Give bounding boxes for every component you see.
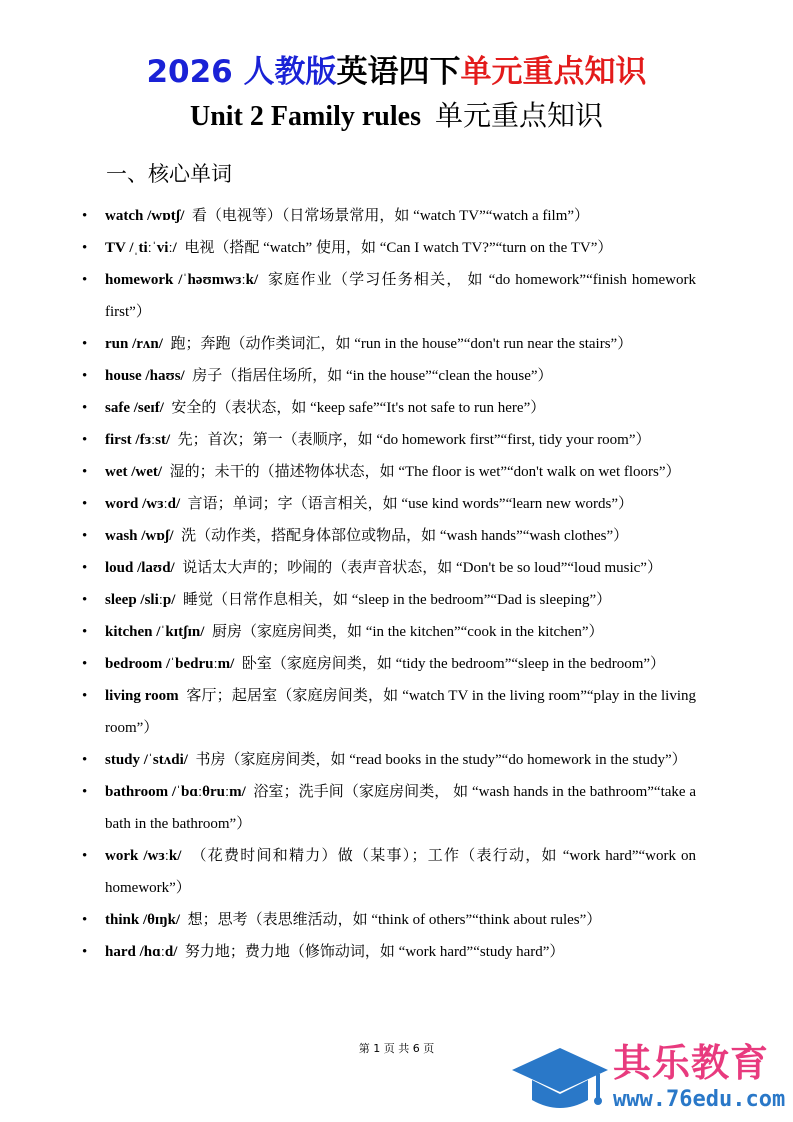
vocab-word: house /haʊs/ (105, 368, 185, 384)
vocab-item (76, 424, 696, 456)
section-heading: 一、核心单词 (106, 162, 232, 186)
vocab-item (76, 584, 696, 616)
title-part-subject: 英语四下 (336, 54, 461, 90)
vocab-item (76, 904, 696, 936)
vocab-item (76, 360, 696, 392)
vocab-word: loud /laʊd/ (105, 560, 175, 576)
vocab-desc: 卧室（家庭房间类，如 “tidy the bedroom”“sleep in the bedroom”） (241, 656, 666, 672)
vocab-desc: 浴室；洗手间（家庭房间类， 如 “wash hands in the bathroom”“take a bath in the bathroom”） (105, 784, 697, 832)
vocab-desc: 客厅；起居室（家庭房间类，如 “watch TV in the living room”“play in the living room”） (105, 688, 697, 736)
vocab-list (76, 200, 696, 968)
unit-title-en: Unit 2 Family rules (189, 101, 421, 132)
graduation-cap-icon (510, 1040, 610, 1118)
vocab-word: word /wɜːd/ (105, 496, 181, 512)
vocab-item (76, 616, 696, 648)
vocab-desc: 说话太大声的；吵闹的（表声音状态，如 “Don't be so loud”“loud music”） (182, 560, 662, 576)
vocab-desc: 跑；奔跑（动作类词汇，如 “run in the house”“don't run near the stairs”） (170, 336, 633, 352)
vocab-item (76, 264, 696, 328)
vocab-word: watch /wɒtʃ/ (105, 208, 185, 224)
vocab-desc: 书房（家庭房间类，如 “read books in the study”“do homework in the study”） (195, 752, 687, 768)
vocab-word: first /fɜːst/ (105, 432, 171, 448)
vocab-item (76, 680, 696, 744)
vocab-word: study /ˈstʌdi/ (105, 752, 188, 768)
title-part-grade: 2026 人教版 (146, 54, 337, 90)
brand-logo (510, 1040, 790, 1118)
vocab-word: wet /wet/ (105, 464, 163, 480)
vocab-item (76, 392, 696, 424)
vocab-word: think /θɪŋk/ (105, 912, 181, 928)
vocab-word: homework /ˈhəʊmwɜːk/ (105, 272, 259, 288)
page-title (0, 50, 793, 94)
vocab-word: kitchen /ˈkɪtʃɪn/ (105, 624, 205, 640)
vocab-desc: 洗（动作类，搭配身体部位或物品，如 “wash hands”“wash clothes”） (181, 528, 629, 544)
vocab-word: run /rʌn/ (105, 336, 163, 352)
vocab-item (76, 776, 696, 840)
vocab-word: bathroom /ˈbɑːθruːm/ (105, 784, 246, 800)
vocab-item (76, 232, 696, 264)
vocab-item (76, 744, 696, 776)
vocab-desc: 看（电视等）（日常场景常用，如 “watch TV”“watch a film”） (191, 208, 590, 224)
vocab-word: sleep /sliːp/ (105, 592, 176, 608)
vocab-item (76, 488, 696, 520)
brand-url: www.76edu.com (613, 1087, 786, 1112)
vocab-desc: （花费时间和精力）做（某事）；工作（表行动，如 “work hard”“work on homework”） (105, 848, 696, 896)
page-number: 第 1 页 共 6 页 (358, 1042, 435, 1055)
vocab-word: bedroom /ˈbedruːm/ (105, 656, 235, 672)
vocab-item (76, 552, 696, 584)
vocab-desc: 家庭作业（学习任务相关， 如 “do homework”“finish homework first”） (105, 272, 697, 320)
vocab-item (76, 648, 696, 680)
vocab-word: wash /wɒʃ/ (105, 528, 174, 544)
vocab-item (76, 936, 696, 968)
vocab-word: TV /ˌtiːˈviː/ (105, 240, 177, 256)
brand-name: 其乐教育 (613, 1041, 770, 1085)
vocab-item (76, 520, 696, 552)
vocab-desc: 厨房（家庭房间类，如 “in the kitchen”“cook in the kitchen”） (211, 624, 604, 640)
vocab-desc: 睡觉（日常作息相关，如 “sleep in the bedroom”“Dad is sleeping”） (182, 592, 612, 608)
unit-title-cn: 单元重点知识 (434, 101, 603, 132)
vocab-desc: 先；首次；第一（表顺序，如 “do homework first”“first, tidy your room”） (177, 432, 651, 448)
vocab-desc: 言语；单词；字（语言相关，如 “use kind words”“learn new words”） (187, 496, 634, 512)
unit-subtitle (0, 97, 793, 137)
vocab-desc: 努力地；费力地（修饰动词，如 “work hard”“study hard”） (184, 944, 565, 960)
vocab-item (76, 328, 696, 360)
vocab-word: hard /hɑːd/ (105, 944, 178, 960)
vocab-word: work /wɜːk/ (105, 848, 182, 864)
vocab-desc: 电视（搭配 “watch” 使用，如 “Can I watch TV?”“turn on the TV”） (184, 240, 613, 256)
vocab-word: living room (105, 688, 179, 704)
vocab-word: safe /seɪf/ (105, 400, 164, 416)
vocab-desc: 湿的；未干的（描述物体状态，如 “The floor is wet”“don't walk on wet floors”） (169, 464, 681, 480)
vocab-item (76, 200, 696, 232)
vocab-desc: 想；思考（表思维活动，如 “think of others”“think about rules”） (187, 912, 602, 928)
vocab-desc: 房子（指居住场所，如 “in the house”“clean the house”） (192, 368, 553, 384)
title-part-topic: 单元重点知识 (460, 54, 647, 90)
vocab-item (76, 840, 696, 904)
vocab-desc: 安全的（表状态，如 “keep safe”“It's not safe to run here”） (171, 400, 546, 416)
vocab-item (76, 456, 696, 488)
